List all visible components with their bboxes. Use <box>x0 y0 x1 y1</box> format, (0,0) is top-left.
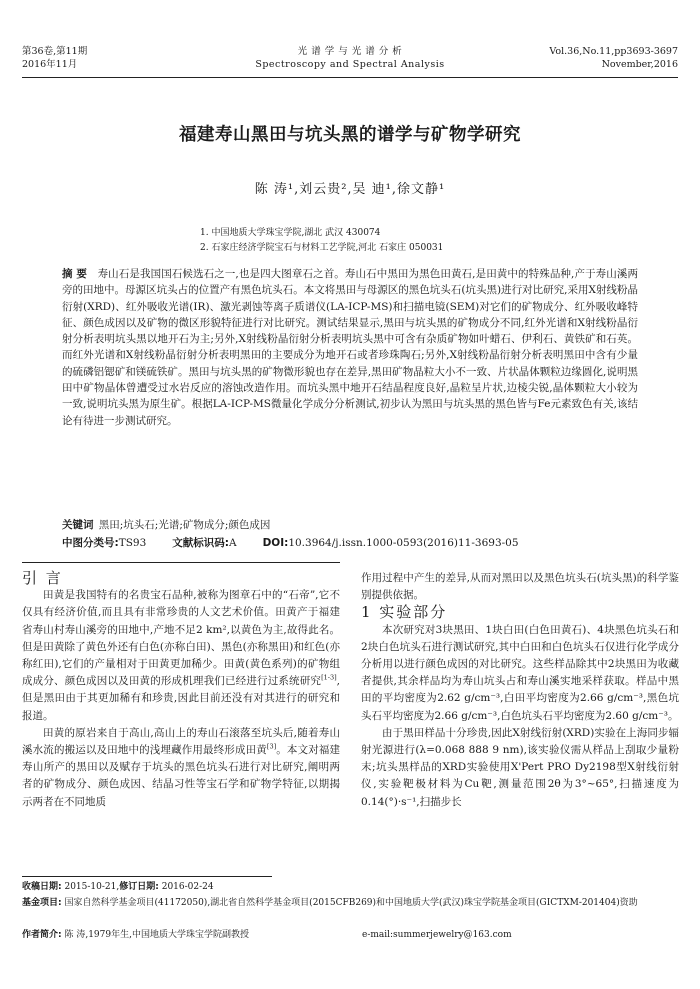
clc-label: 中图分类号: <box>62 537 119 549</box>
methods-paragraph-1: 本次研究对3块黑田、1块白田(白色田黄石)、4块黑色坑头石和2块白色坑头石进行测试研究,其中白田和白色坑头石仅进行化学成分分析用以进行颜色成因的对比研究。这些样品除其中2块黑田为收藏者提供,其余样品均为寿山坑头占和寿山溪实地采样获取。样品中黑田的平均密度为2.62 g/cm⁻³,白田平均密度为2.66 g/cm⁻³,黑色坑头石平均密度为2.66 g/cm⁻³,白色坑头石平均密度为2.60 g/cm⁻³。 <box>361 623 679 722</box>
intro-paragraph-2: 田黄的原岩来自于高山,高山上的寿山石滚落至坑头后,随着寿山溪水流的搬运以及田地中的浅埋藏作用最终形成田黄[3]。本文对福建寿山所产的黑田以及赋存于坑头的黑色坑头石进行对比研究,阐明两者的矿物成分、颜色成因、结晶习性等宝石学和矿物学特征,以期揭示两者在不同地质 <box>22 726 341 808</box>
header-right <box>549 45 678 71</box>
section-1-heading: 1 实验部分 <box>361 603 448 622</box>
citation: [1-3] <box>321 673 337 682</box>
doc-code-label: 文献标识码: <box>172 537 229 549</box>
keywords-label: 关键词 <box>62 519 94 531</box>
author-bio: 陈 涛,1979年生,中国地质大学珠宝学院副教授 <box>64 930 249 940</box>
header-rule <box>22 77 678 78</box>
doi-label: DOI: <box>262 537 289 549</box>
affiliation-1: 1. 中国地质大学珠宝学院,湖北 武汉 430074 <box>200 228 381 238</box>
citation: [3] <box>266 742 277 751</box>
keywords-line <box>62 517 270 533</box>
footnote-dates <box>22 880 682 895</box>
body-left-column <box>22 570 340 811</box>
revised-date: 2016-02-24 <box>161 882 214 892</box>
abstract-rule <box>22 562 340 563</box>
doc-code: A <box>228 537 237 549</box>
author-bio-label: 作者简介: <box>22 930 62 940</box>
author-list: 陈 涛¹,刘云贵²,吴 迪¹,徐文静¹ <box>254 182 446 197</box>
fund-text: 国家自然科学基金项目(41172050),湖北省自然科学基金项目(2015CFB269)和中国地质大学(武汉)珠宝学院基金项目(GICTXM-201404)资助 <box>64 898 638 908</box>
author-email: e-mail:summerjewelry@163.com <box>362 930 512 940</box>
volume-issue-cn: 第36卷,第11期 <box>22 46 88 57</box>
footnote-author <box>22 928 682 943</box>
date-cn: 2016年11月 <box>22 59 78 70</box>
abstract-label: 摘 要 <box>62 268 87 280</box>
doi: 10.3964/j.issn.1000-0593(2016)11-3693-05 <box>288 537 519 549</box>
footnote-rule <box>22 876 272 877</box>
body-right-column <box>361 570 679 811</box>
keywords: 黑田;坑头石;光谱;矿物成分;颜色成因 <box>98 519 271 531</box>
intro-paragraph-3: 作用过程中产生的差异,从而对黑田以及黑色坑头石(坑头黑)的科学鉴别提供依据。 <box>361 572 679 602</box>
revised-label: 修订日期: <box>119 882 159 892</box>
article-title: 福建寿山黑田与坑头黑的谱学与矿物学研究 <box>179 125 521 145</box>
journal-name-cn: 光 谱 学 与 光 谱 分 析 <box>297 46 403 57</box>
intro-heading: 引 言 <box>22 569 63 587</box>
clc-code: TS93 <box>118 537 147 549</box>
methods-paragraph-2: 由于黑田样品十分珍贵,因此X射线衍射(XRD)实验在上海同步辐射光源进行(λ=0.068 888 9 nm),该实验仪需从样品上刮取少量粉末;坑头黑样品的XRD实验使用X'Pert PRO Dy2198型X射线衍射仪,实验靶极材料为Cu靶,测量范围2θ为3°~65°,扫描速度为0.14(°)·s⁻¹,扫描步长 <box>361 726 679 808</box>
date-en: November,2016 <box>601 59 678 70</box>
received-label: 收稿日期: <box>22 882 62 892</box>
classification-line <box>62 535 519 551</box>
affiliation-2: 2. 石家庄经济学院宝石与材料工艺学院,河北 石家庄 050031 <box>200 243 444 253</box>
abstract-text: 寿山石是我国国石候选石之一,也是四大图章石之首。寿山石中黑田为黑色田黄石,是田黄中的特殊品种,产于寿山溪两旁的田地中。母源区坑头占的位置产有黑色坑头石。本文将黑田与母源区的黑色坑头石(坑头黑)进行对比研究,采用X射线粉晶衍射(XRD)、红外吸收光谱(IR)、激光剥蚀等离子质谱仪(LA-ICP-MS)和扫描电镜(SEM)对它们的矿物成分、红外吸收峰特征、颜色成因以及矿物的微区形貌特征进行对比研究。测试结果显示,黑田与坑头黑的矿物成分不同,红外光谱和X射线粉晶衍射分析表明坑头黑以地开石为主;另外,X射线粉晶衍射分析表明坑头黑中可含有杂质矿物如叶蜡石、伊利石、黄铁矿和石英。而红外光谱和X射线粉晶衍射分析表明黑田的主要成分为地开石或者珍珠陶石;另外,X射线粉晶衍射分析表明黑田中含有少量的硫磷铝锶矿和镁硫铁矿。黑田与坑头黑的矿物微形貌也存在差异,黑田矿物晶粒大小不一致、片状晶体颗粒边缘圆化,说明黑田中矿物晶体曾遭受过水岩反应的溶蚀改造作用。而坑头黑中地开石结晶程度良好,晶粒呈片状,边棱尖锐,晶体颗粒大小较为一致,说明坑头黑为原生矿。根据LA-ICP-MS微量化学成分分析测试,初步认为黑田与坑头黑的黑色皆与Fe元素致色有关,该结论有待进一步测试研究。 <box>62 268 638 427</box>
received-date: 2015-10-21, <box>64 882 120 892</box>
footnote-fund <box>22 896 682 911</box>
abstract <box>62 266 638 429</box>
intro-paragraph-1: 田黄是我国特有的名贵宝石品种,被称为图章石中的“石帝”,它不仅具有经济价值,而且具有非常珍贵的人文艺术价值。田黄产于福建省寿山村寿山溪旁的田地中,产地不足2 km²,以黄色为主,故得此名。但是田黄除了黄色外还有白色(亦称白田)、黑色(亦称黑田)和红色(亦称红田),它们的产量相对于田黄更加稀少。田黄(黄色系列)的矿物组成成分、颜色成因以及田黄的形成机理我们已经进行过系统研究[1-3],但是黑田由于其更加稀有和珍贵,因此目前还没有对其进行的研究和报道。 <box>22 589 340 722</box>
volume-issue-en: Vol.36,No.11,pp3693-3697 <box>549 46 678 57</box>
fund-label: 基金项目: <box>22 898 62 908</box>
journal-name-en: Spectroscopy and Spectral Analysis <box>255 59 445 70</box>
